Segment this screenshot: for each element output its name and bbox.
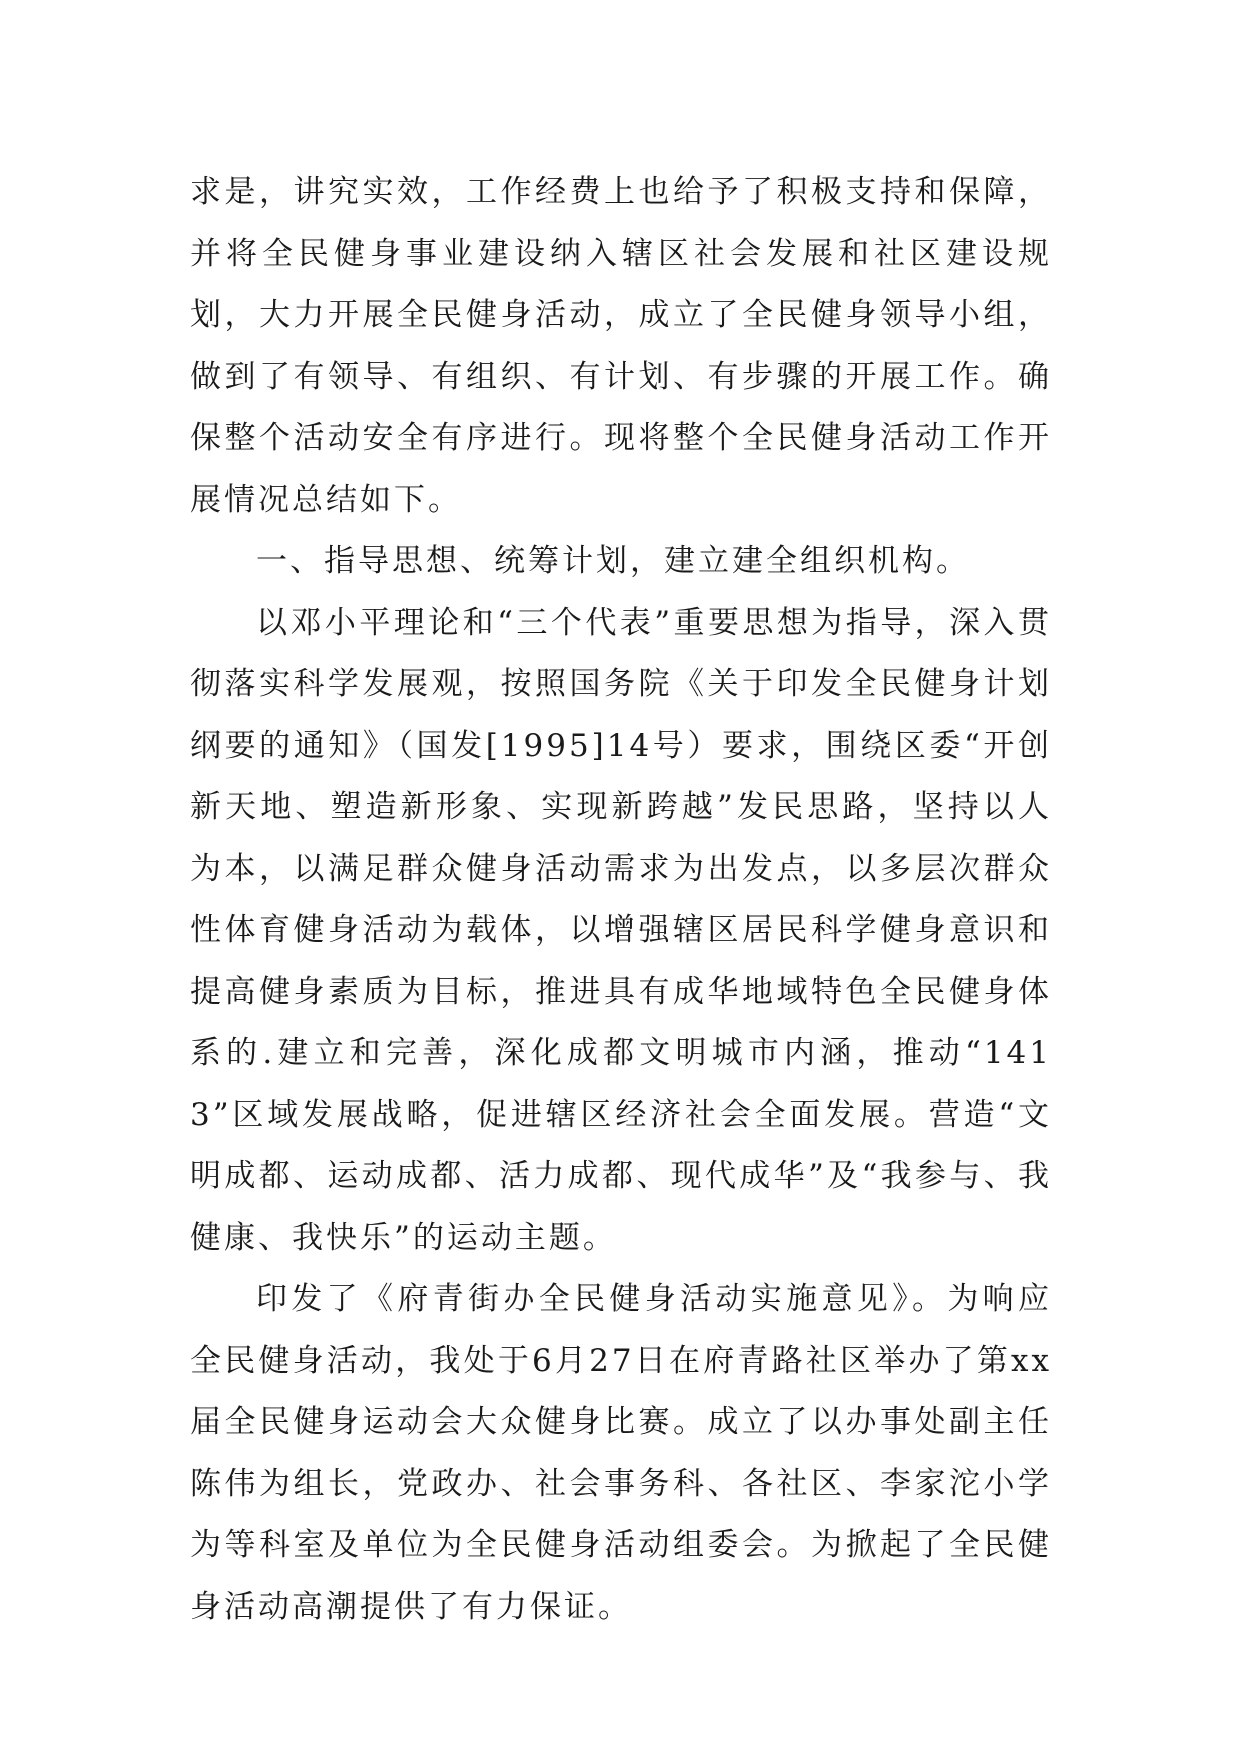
- paragraph-implementation: 印发了《府青街办全民健身活动实施意见》。为响应全民健身活动，我处于6月27日在府青路社区举办了第xx届全民健身运动会大众健身比赛。成立了以办事处副主任陈伟为组长，党政办、社会事务科、各社区、李家沱小学为等科室及单位为全民健身活动组委会。为掀起了全民健身活动高潮提供了有力保证。: [190, 1281, 1052, 1625]
- paragraph-guiding-ideology: 以邓小平理论和“三个代表”重要思想为指导，深入贯彻落实科学发展观，按照国务院《关于印发全民健身计划纲要的通知》（国发[1995]14号）要求，围绕区委“开创新天地、塑造新形象、实现新跨越”发民思路，坚持以人为本，以满足群众健身活动需求为出发点，以多层次群众性体育健身活动为载体，以增强辖区居民科学健身意识和提高健身素质为目标，推进具有成华地域特色全民健身体系的.建立和完善，深化成都文明城市内涵，推动“1413”区域发展战略，促进辖区经济社会全面发展。营造“文明成都、运动成都、活力成都、现代成华”及“我参与、我健康、我快乐”的运动主题。: [190, 604, 1052, 1256]
- section-heading-1: 一、指导思想、统筹计划，建立建全组织机构。: [256, 543, 970, 579]
- document-body: [190, 162, 1052, 1638]
- paragraph-intro-continuation: 求是，讲究实效，工作经费上也给予了积极支持和保障，并将全民健身事业建设纳入辖区社会发展和社区建设规划，大力开展全民健身活动，成立了全民健身领导小组，做到了有领导、有组织、有计划、有步骤的开展工作。确保整个活动安全有序进行。现将整个全民健身活动工作开展情况总结如下。: [190, 174, 1052, 518]
